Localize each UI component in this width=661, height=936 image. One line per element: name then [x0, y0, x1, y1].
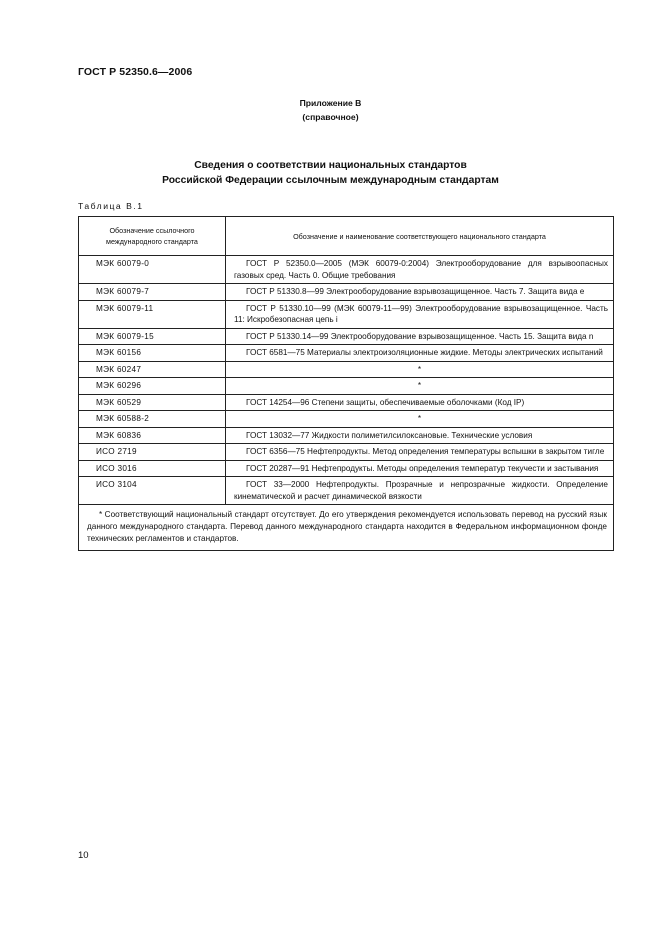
row-desc: ГОСТ 6581—75 Материалы электроизоляционные жидкие. Методы электрических испытаний	[226, 345, 614, 362]
row-code: ИСО 3104	[79, 477, 226, 505]
table-row	[79, 444, 614, 461]
header-col-international: Обозначение ссылочного международного стандарта	[79, 217, 226, 256]
table-row	[79, 328, 614, 345]
appendix-title: Приложение В	[299, 98, 362, 108]
table-label: Таблица В.1	[78, 201, 144, 211]
row-desc: ГОСТ 33—2000 Нефтепродукты. Прозрачные и непрозрачные жидкости. Определение кинематической и расчет динамической вязкости	[226, 477, 614, 505]
table-header-row	[79, 217, 614, 256]
row-code: МЭК 60529	[79, 394, 226, 411]
row-desc: ГОСТ Р 51330.8—99 Электрооборудование взрывозащищенное. Часть 7. Защита вида е	[226, 284, 614, 301]
table-row	[79, 300, 614, 328]
row-code: МЭК 60296	[79, 378, 226, 395]
row-desc-star: *	[226, 361, 614, 378]
row-desc: ГОСТ 14254—96 Степени защиты, обеспечиваемые оболочками (Код IP)	[226, 394, 614, 411]
row-code: МЭК 60836	[79, 427, 226, 444]
table-row	[79, 345, 614, 362]
row-code: МЭК 60247	[79, 361, 226, 378]
table-row	[79, 284, 614, 301]
table-row	[79, 411, 614, 428]
table-row	[79, 378, 614, 395]
row-desc: ГОСТ Р 51330.10—99 (МЭК 60079-11—99) Электрооборудование взрывозащищенное. Часть 11: Искробезопасная цепь i	[226, 300, 614, 328]
table-row	[79, 460, 614, 477]
row-desc: ГОСТ Р 51330.14—99 Электрооборудование взрывозащищенное. Часть 15. Защита вида n	[226, 328, 614, 345]
table-row	[79, 477, 614, 505]
row-code: ИСО 3016	[79, 460, 226, 477]
row-code: МЭК 60079-7	[79, 284, 226, 301]
appendix-subtitle: (справочное)	[302, 112, 359, 122]
row-desc-star: *	[226, 378, 614, 395]
row-desc-star: *	[226, 411, 614, 428]
row-code: МЭК 60079-11	[79, 300, 226, 328]
table-row	[79, 361, 614, 378]
row-code: МЭК 60079-15	[79, 328, 226, 345]
row-code: МЭК 60079-0	[79, 256, 226, 284]
row-desc: ГОСТ 13032—77 Жидкости полиметилсилоксановые. Технические условия	[226, 427, 614, 444]
reference-table	[78, 216, 614, 551]
row-code: МЭК 60588-2	[79, 411, 226, 428]
document-code: ГОСТ Р 52350.6—2006	[78, 66, 193, 78]
section-heading	[0, 158, 661, 188]
heading-line-1: Сведения о соответствии национальных стандартов	[194, 160, 467, 171]
row-desc: ГОСТ Р 52350.0—2005 (МЭК 60079-0:2004) Электрооборудование для взрывоопасных газовых сред. Часть 0. Общие требования	[226, 256, 614, 284]
row-code: МЭК 60156	[79, 345, 226, 362]
row-desc: ГОСТ 20287—91 Нефтепродукты. Методы определения температур текучести и застывания	[226, 460, 614, 477]
appendix-block	[0, 96, 661, 124]
row-code: ИСО 2719	[79, 444, 226, 461]
table-footnote: * Соответствующий национальный стандарт отсутствует. До его утверждения рекомендуется использовать перевод на русский язык данного международного стандарта. Перевод данного международного стандарта находится в Федеральном информационном фонде технических регламентов и стандартов.	[79, 505, 614, 551]
header-col-national: Обозначение и наименование соответствующего национального стандарта	[226, 217, 614, 256]
table-row	[79, 256, 614, 284]
heading-line-2: Российской Федерации ссылочным международным стандартам	[162, 175, 499, 186]
table-footnote-row	[79, 505, 614, 551]
table-row	[79, 427, 614, 444]
table-row	[79, 394, 614, 411]
page-number: 10	[78, 850, 89, 861]
row-desc: ГОСТ 6356—75 Нефтепродукты. Метод определения температуры вспышки в закрытом тигле	[226, 444, 614, 461]
